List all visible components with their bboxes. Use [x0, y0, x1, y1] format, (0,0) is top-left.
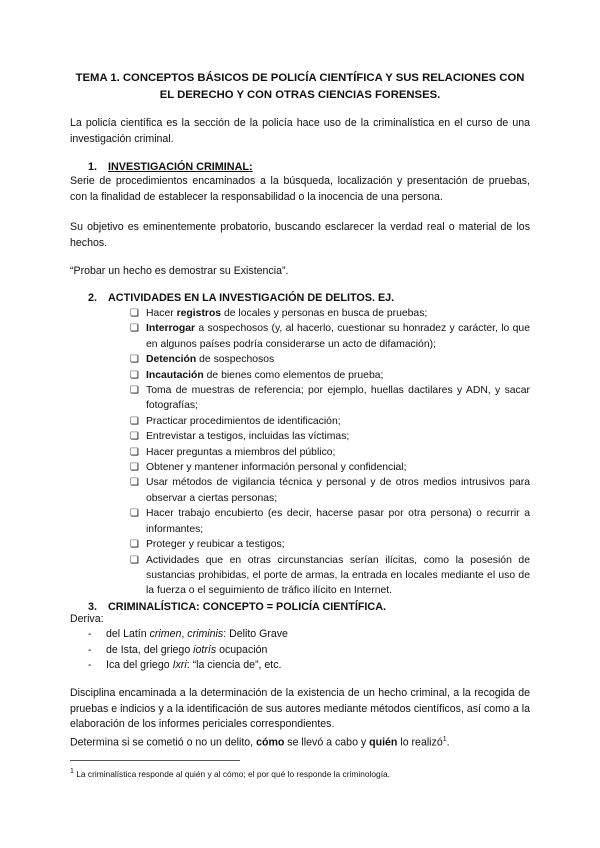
derivation-list [88, 627, 288, 674]
section-1-paragraph-1: Serie de procedimientos encaminados a la búsqueda, localización y presentación de pruebas, con la finalidad de establecer la responsabilidad o la inocencia de una persona. [70, 175, 530, 203]
dash-bullet: - [88, 659, 92, 671]
activity-text: Entrevistar a testigos, incluidas las víctimas; [146, 431, 350, 443]
activity-keyword: Interrogar [146, 323, 196, 335]
activity-text: Usar métodos de vigilancia técnica y personal y de otros medios intrusivos para observar a ciertas personas; [146, 477, 530, 504]
derivation-it1: crimen [149, 628, 182, 640]
derivation-it2: criminis [187, 628, 224, 640]
checkbox-bullet-icon: ❏ [130, 323, 139, 335]
activity-text: Hacer trabajo encubierto (es decir, hacerse pasar por otra persona) o recurrir a informantes; [146, 508, 530, 535]
activity-item [130, 368, 530, 383]
activity-item [130, 537, 530, 552]
checkbox-bullet-icon: ❏ [130, 308, 139, 319]
p2-bold-quien: quién [369, 736, 398, 749]
checkbox-bullet-icon: ❏ [130, 354, 139, 366]
derivation-pre: de Ista, del griego [106, 643, 194, 656]
checkbox-bullet-icon: ❏ [130, 385, 139, 397]
activity-text: Toma de muestras de referencia; por ejemplo, huellas dactilares y ADN, y sacar fotografías; [146, 385, 530, 412]
activity-item [130, 460, 530, 475]
p2-text-c: se llevó a cabo y [284, 736, 370, 749]
activity-item [130, 306, 530, 321]
derivation-pre: Ica del griego [106, 659, 173, 671]
section-3-title: CRIMINALÍSTICA: CONCEPTO = POLICÍA CIENTÍFICA. [108, 601, 387, 613]
section-3-paragraph-2 [70, 732, 530, 751]
section-2-title: ACTIVIDADES EN LA INVESTIGACIÓN DE DELITOS. EJ. [108, 292, 395, 304]
section-2-number: 2. [88, 292, 98, 304]
activity-item [130, 414, 530, 429]
activity-item [130, 352, 530, 367]
section-3-number: 3. [88, 601, 98, 613]
dash-bullet: - [88, 628, 92, 640]
intro-paragraph: La policía científica es la sección de la policía hace uso de la criminalística en el curso de una investigación criminal. [70, 117, 530, 145]
section-1-number: 1. [88, 161, 98, 173]
footnote-separator [70, 760, 240, 761]
derivation-pre: del Latín [106, 628, 150, 640]
section-1-heading [88, 160, 253, 175]
checkbox-bullet-icon: ❏ [130, 369, 139, 381]
derivation-post: ocupación [216, 643, 268, 656]
activity-text: Hacer [146, 308, 177, 319]
activity-text: Practicar procedimientos de identificación; [146, 415, 341, 427]
activities-list [130, 306, 530, 599]
activity-text-rest: de sospechosos [196, 354, 275, 366]
activity-keyword: registros [176, 308, 222, 319]
derivation-item [88, 627, 288, 643]
dash-bullet: - [88, 643, 92, 656]
document-title: TEMA 1. CONCEPTOS BÁSICOS DE POLICÍA CIENTÍFICA Y SUS RELACIONES CON EL DERECHO Y CON OTRAS CIENCIAS FORENSES. [75, 72, 525, 101]
activity-keyword: Incautación [146, 369, 204, 381]
checkbox-bullet-icon: ❏ [130, 477, 139, 489]
activity-item [130, 321, 530, 352]
checkbox-bullet-icon: ❏ [130, 554, 139, 566]
derivation-it1: iotrís [193, 643, 217, 656]
checkbox-bullet-icon: ❏ [130, 508, 139, 520]
footnote [70, 766, 390, 780]
section-3-paragraph-1: Disciplina encaminada a la determinación de la existencia de un hecho criminal, a la recogida de pruebas e indicios y a la identificación de sus autores mediante métodos científicos, así como a la elaboración de los informes periciales correspondientes. [70, 687, 530, 730]
derivation-post: : Delito Grave [223, 628, 288, 640]
checkbox-bullet-icon: ❏ [130, 446, 139, 458]
footnote-text: La criminalística responde al quién y al cómo; el por qué lo responde la criminología. [76, 768, 391, 779]
activity-item [130, 553, 530, 599]
activity-text: Actividades que en otras circunstancias serían ilícitas, como la posesión de sustancias prohibidas, el porte de armas, la entrada en locales mediante el uso de la fuerza o el seguimiento de tráfico ilícito en Internet. [146, 554, 530, 597]
activity-item [130, 506, 530, 537]
derivation-mid: , [181, 628, 188, 640]
derivation-post: : “la ciencia de”, etc. [186, 659, 282, 671]
activity-text: Obtener y mantener información personal y confidencial; [146, 462, 407, 474]
section-1-quote: “Probar un hecho es demostrar su Existencia”. [70, 265, 289, 277]
checkbox-bullet-icon: ❏ [130, 415, 139, 427]
activity-text-rest: a sospechosos (y, al hacerlo, cuestionar su honradez y carácter, lo que en algunos países podría considerarse un acto de difamación); [146, 323, 530, 350]
section-1-paragraph-2: Su objetivo es eminentemente probatorio, buscando esclarecer la verdad real o material de los hechos. [70, 221, 530, 249]
activity-keyword: Detención [146, 354, 197, 366]
deriva-label: Deriva: [70, 613, 104, 625]
activity-text-rest: de bienes como elementos de prueba; [203, 369, 384, 381]
activity-text: Proteger y reubicar a testigos; [146, 539, 285, 551]
p2-bold-como: cómo [256, 736, 285, 749]
checkbox-bullet-icon: ❏ [130, 539, 139, 551]
activity-item [130, 429, 530, 444]
p2-text-e: lo realizó [397, 736, 443, 749]
section-2-heading [88, 291, 394, 306]
derivation-item [88, 643, 288, 659]
p2-text-f: . [446, 736, 450, 749]
section-1-title: INVESTIGACIÓN CRIMINAL: [108, 161, 253, 173]
footnote-mark: 1 [70, 768, 74, 775]
activity-text-rest: de locales y personas en busca de pruebas; [221, 308, 428, 319]
activity-text: Hacer preguntas a miembros del público; [146, 446, 336, 458]
footnote-reference[interactable]: 1 [442, 736, 447, 743]
derivation-it1: Ixri [172, 659, 187, 671]
derivation-item [88, 658, 288, 674]
p2-text-a: Determina si se cometió o no un delito, [70, 736, 257, 749]
activity-item [130, 475, 530, 506]
activity-item [130, 383, 530, 414]
activity-item [130, 445, 530, 460]
checkbox-bullet-icon: ❏ [130, 431, 139, 443]
checkbox-bullet-icon: ❏ [130, 462, 139, 474]
